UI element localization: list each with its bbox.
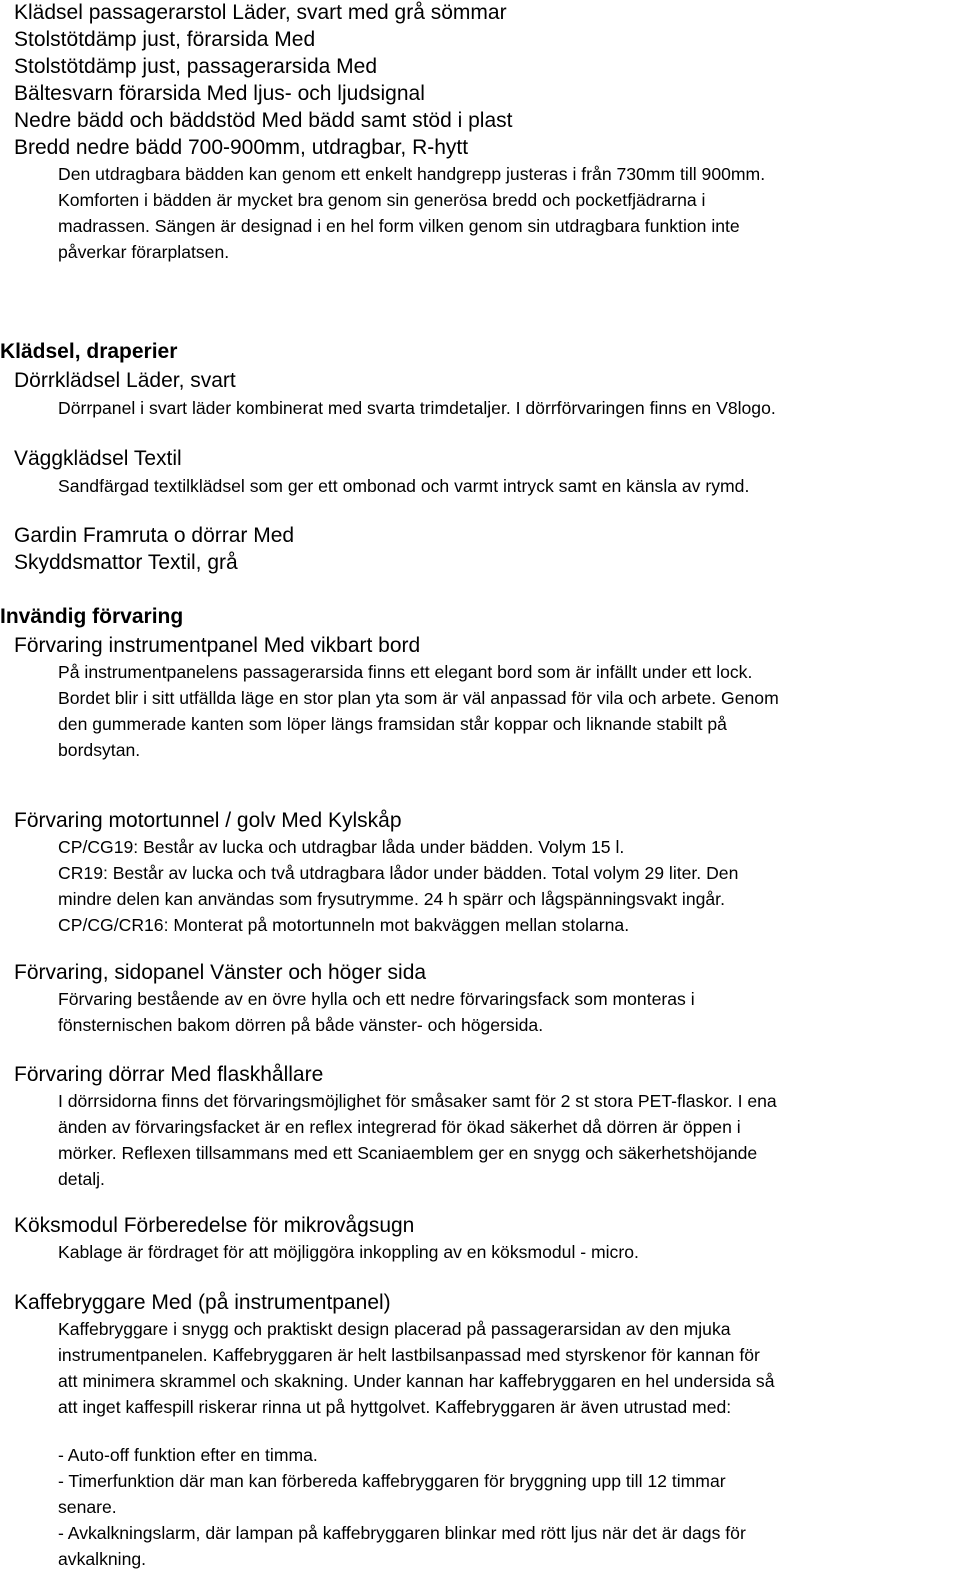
text-line: änden av förvaringsfacket är en reflex integrerad för ökad säkerhet då dörren är öppen i — [58, 1117, 741, 1137]
list-item: senare. — [58, 1497, 117, 1517]
door-storage-description — [58, 1088, 958, 1192]
section-heading-upholstery: Klädsel, draperier — [0, 340, 178, 363]
text-line: detalj. — [58, 1169, 105, 1189]
item-passenger-seat-upholstery: Klädsel passagerarstol Läder, svart med grå sömmar — [14, 1, 507, 24]
coffee-maker-description — [58, 1316, 958, 1420]
text-line: På instrumentpanelens passagerarsida finns ett elegant bord som är infällt under ett lock. — [58, 662, 753, 682]
item-kitchen-module: Köksmodul Förberedelse för mikrovågsugn — [14, 1214, 415, 1237]
text-line: Kablage är fördraget för att möjliggöra inkoppling av en köksmodul - micro. — [58, 1242, 639, 1262]
item-seat-damper-driver: Stolstötdämp just, förarsida Med — [14, 28, 316, 51]
item-side-panel-storage: Förvaring, sidopanel Vänster och höger sida — [14, 961, 427, 984]
text-line: Bordet blir i sitt utfällda läge en stor plan yta som är väl anpassad för vila och arbete. Genom — [58, 688, 779, 708]
item-curtain: Gardin Framruta o dörrar Med — [14, 524, 295, 547]
engine-tunnel-storage-description — [58, 834, 958, 938]
text-line: att minimera skrammel och skakning. Under kannan har kaffebryggaren en hel undersida så — [58, 1371, 775, 1391]
text-line: Komforten i bädden är mycket bra genom sin generösa bredd och pocketfjädrarna i — [58, 190, 706, 210]
item-engine-tunnel-storage: Förvaring motortunnel / golv Med Kylskåp — [14, 809, 402, 832]
text-line: I dörrsidorna finns det förvaringsmöjlighet för småsaker samt för 2 st stora PET-flaskor. I ena — [58, 1091, 777, 1111]
item-door-storage: Förvaring dörrar Med flaskhållare — [14, 1063, 324, 1086]
item-lower-bed: Nedre bädd och bäddstöd Med bädd samt stöd i plast — [14, 109, 513, 132]
item-dashboard-storage: Förvaring instrumentpanel Med vikbart bord — [14, 634, 421, 657]
item-door-upholstery: Dörrklädsel Läder, svart — [14, 369, 236, 392]
item-protective-mats: Skyddsmattor Textil, grå — [14, 551, 238, 574]
text-line: Kaffebryggare i snygg och praktiskt design placerad på passagerarsidan av den mjuka — [58, 1319, 731, 1339]
text-line: CP/CG/CR16: Monterat på motortunneln mot bakväggen mellan stolarna. — [58, 915, 630, 935]
text-line: Den utdragbara bädden kan genom ett enkelt handgrepp justeras i från 730mm till 900mm. — [58, 164, 766, 184]
text-line: att inget kaffespill riskerar rinna ut på hyttgolvet. Kaffebryggaren är även utrustad med: — [58, 1397, 732, 1417]
item-seatbelt-warning: Bältesvarn förarsida Med ljus- och ljudsignal — [14, 82, 425, 105]
list-item: avkalkning. — [58, 1549, 147, 1569]
list-item: - Auto-off funktion efter en timma. — [58, 1445, 318, 1465]
text-line: mörker. Reflexen tillsammans med ett Scaniaemblem ger en snygg och säkerhetshöjande — [58, 1143, 758, 1163]
text-line: Förvaring bestående av en övre hylla och ett nedre förvaringsfack som monteras i — [58, 989, 695, 1009]
door-upholstery-description — [58, 395, 958, 421]
text-line: bordsytan. — [58, 740, 141, 760]
coffee-maker-features — [58, 1442, 958, 1572]
side-panel-storage-description — [58, 986, 958, 1038]
text-line: den gummerade kanten som löper längs framsidan står koppar och liknande stabilt på — [58, 714, 727, 734]
wall-upholstery-description — [58, 473, 958, 499]
text-line: påverkar förarplatsen. — [58, 242, 230, 262]
list-item: - Timerfunktion där man kan förbereda kaffebryggaren för bryggning upp till 12 timmar — [58, 1471, 726, 1491]
section-heading-storage: Invändig förvaring — [0, 605, 184, 628]
text-line: CR19: Består av lucka och två utdragbara lådor under bädden. Total volym 29 liter. Den — [58, 863, 739, 883]
text-line: mindre delen kan användas som frysutrymme. 24 h spärr och lågspänningsvakt ingår. — [58, 889, 725, 909]
item-lower-bed-width: Bredd nedre bädd 700-900mm, utdragbar, R-hytt — [14, 136, 469, 159]
list-item: - Avkalkningslarm, där lampan på kaffebryggaren blinkar med rött ljus när det är dags för — [58, 1523, 746, 1543]
item-coffee-maker: Kaffebryggare Med (på instrumentpanel) — [14, 1291, 391, 1314]
kitchen-module-description — [58, 1239, 958, 1265]
item-seat-damper-passenger: Stolstötdämp just, passagerarsida Med — [14, 55, 378, 78]
text-line: instrumentpanelen. Kaffebryggaren är helt lastbilsanpassad med styrskenor för kannan för — [58, 1345, 760, 1365]
text-line: Sandfärgad textilklädsel som ger ett ombonad och varmt intryck samt en känsla av rymd. — [58, 476, 750, 496]
text-line: fönsternischen bakom dörren på både vänster- och högersida. — [58, 1015, 544, 1035]
text-line: Dörrpanel i svart läder kombinerat med svarta trimdetaljer. I dörrförvaringen finns en V8logo. — [58, 398, 776, 418]
text-line: CP/CG19: Består av lucka och utdragbar låda under bädden. Volym 15 l. — [58, 837, 625, 857]
dashboard-storage-description — [58, 659, 958, 763]
item-wall-upholstery: Väggklädsel Textil — [14, 447, 182, 470]
lower-bed-description — [58, 161, 958, 265]
text-line: madrassen. Sängen är designad i en hel form vilken genom sin utdragbara funktion inte — [58, 216, 740, 236]
